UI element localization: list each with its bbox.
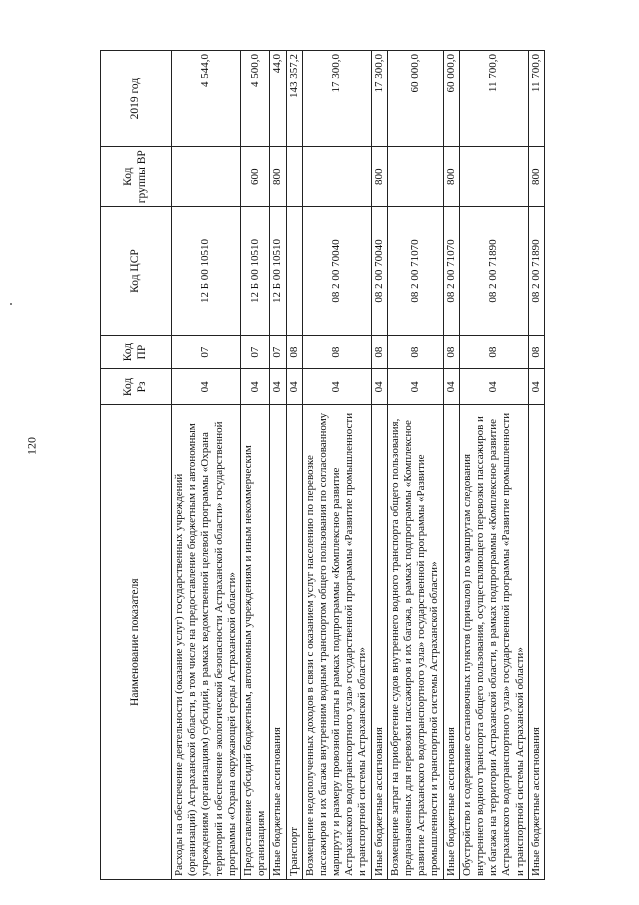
row-vr: 800: [443, 147, 459, 207]
row-name: Расходы на обеспечение деятельности (оказание услуг) государственных учреждений (организаций) Астраханской области, в том числе на предоставление бюджетным и автономным учреждениям (организациям) субсидий, в рамках ведомственной целевой программы «Охрана территорий и обеспечение экологической безопасности Астраханской области» государственной программы «Охрана окружающей среды Астраханской области»: [172, 405, 241, 880]
row-vr: [459, 147, 528, 207]
row-name: Возмещение затрат на приобретение судов внутреннего водного транспорта общего пользования, предназначенных для перевозки пассажиров и их багажа, в рамках подпрограммы «Комплексное развитие Астраханского водотранспортного узла» государственной программы «Развитие промышленности и транспортной системы Астраханской области»: [387, 405, 443, 880]
row-pr: 08: [371, 335, 387, 369]
row-name: Обустройство и содержание остановочных пунктов (причалов) по маршрутам следования внутреннего водного транспорта общего пользования, осуществляющего перевозки пассажиров и их багажа на территории Астраханской области, в рамках подпрограммы «Комплексное развитие Астраханского водотранспортного узла» государственной программы «Развитие промышленности и транспортной системы Астраханской области»: [459, 405, 528, 880]
row-vr: [172, 147, 241, 207]
row-amount: 44,0: [270, 51, 286, 147]
row-rz: 04: [302, 369, 371, 405]
row-amount: 4 500,0: [240, 51, 269, 147]
row-rz: 04: [286, 369, 302, 405]
row-vr: 800: [528, 147, 544, 207]
row-amount: 4 544,0: [172, 51, 241, 147]
scan-speck: [10, 303, 12, 305]
row-name: Иные бюджетные ассигнования: [270, 405, 286, 880]
row-vr: 800: [270, 147, 286, 207]
row-amount: 143 357,2: [286, 51, 302, 147]
row-rz: 04: [387, 369, 443, 405]
budget-table: [100, 50, 545, 880]
row-csr: 12 Б 00 10510: [270, 207, 286, 336]
row-pr: 08: [302, 335, 371, 369]
row-rz: 04: [528, 369, 544, 405]
row-pr: 08: [443, 335, 459, 369]
row-csr: 08 2 00 71070: [387, 207, 443, 336]
header-row: [101, 51, 172, 880]
table-row: [172, 51, 241, 880]
table-row: [302, 51, 371, 880]
table-row: [286, 51, 302, 880]
row-csr: [286, 207, 302, 336]
row-rz: 04: [443, 369, 459, 405]
row-pr: 08: [286, 335, 302, 369]
header-year: 2019 год: [101, 51, 172, 147]
row-rz: 04: [459, 369, 528, 405]
row-vr: [286, 147, 302, 207]
row-pr: 07: [270, 335, 286, 369]
row-amount: 60 000,0: [443, 51, 459, 147]
row-name: Предоставление субсидий бюджетным, автономным учреждениям и иным некоммерческим организациям: [240, 405, 269, 880]
row-rz: 04: [371, 369, 387, 405]
row-vr: [302, 147, 371, 207]
table-row: [387, 51, 443, 880]
row-vr: [387, 147, 443, 207]
header-csr: Код ЦСР: [101, 207, 172, 336]
row-rz: 04: [270, 369, 286, 405]
row-csr: 08 2 00 71890: [528, 207, 544, 336]
row-name: Иные бюджетные ассигнования: [371, 405, 387, 880]
table-row: [443, 51, 459, 880]
row-amount: 11 700,0: [528, 51, 544, 147]
row-vr: 600: [240, 147, 269, 207]
table-row: [528, 51, 544, 880]
table-row: [240, 51, 269, 880]
row-rz: 04: [240, 369, 269, 405]
row-rz: 04: [172, 369, 241, 405]
row-amount: 17 300,0: [302, 51, 371, 147]
row-pr: 08: [459, 335, 528, 369]
header-vr: Код группы ВР: [101, 147, 172, 207]
row-pr: 08: [528, 335, 544, 369]
row-csr: 08 2 00 70040: [371, 207, 387, 336]
page-number: 120: [24, 437, 39, 455]
row-name: Иные бюджетные ассигнования: [528, 405, 544, 880]
row-name: Иные бюджетные ассигнования: [443, 405, 459, 880]
row-name: Транспорт: [286, 405, 302, 880]
rotated-page: [100, 50, 600, 880]
row-csr: 12 Б 00 10510: [172, 207, 241, 336]
row-amount: 11 700,0: [459, 51, 528, 147]
row-name: Возмещение недополученных доходов в связи с оказанием услуг населению по перевозке пассажиров и их багажа внутренним водным транспортом общего пользования по согласованному маршруту и размеру провозной платы в рамках подпрограммы «Комплексное развитие Астраханского водотранспортного узла» государственной программы «Развитие промышленности и транспортной системы Астраханской области»: [302, 405, 371, 880]
header-pr: Код ПР: [101, 335, 172, 369]
header-name: Наименование показателя: [101, 405, 172, 880]
row-amount: 60 000,0: [387, 51, 443, 147]
row-csr: 08 2 00 71890: [459, 207, 528, 336]
row-vr: 800: [371, 147, 387, 207]
row-amount: 17 300,0: [371, 51, 387, 147]
header-rz: Код Рз: [101, 369, 172, 405]
row-csr: 08 2 00 70040: [302, 207, 371, 336]
table-row: [459, 51, 528, 880]
row-pr: 07: [172, 335, 241, 369]
row-csr: 08 2 00 71070: [443, 207, 459, 336]
table-row: [371, 51, 387, 880]
table-row: [270, 51, 286, 880]
row-csr: 12 Б 00 10510: [240, 207, 269, 336]
row-pr: 08: [387, 335, 443, 369]
row-pr: 07: [240, 335, 269, 369]
